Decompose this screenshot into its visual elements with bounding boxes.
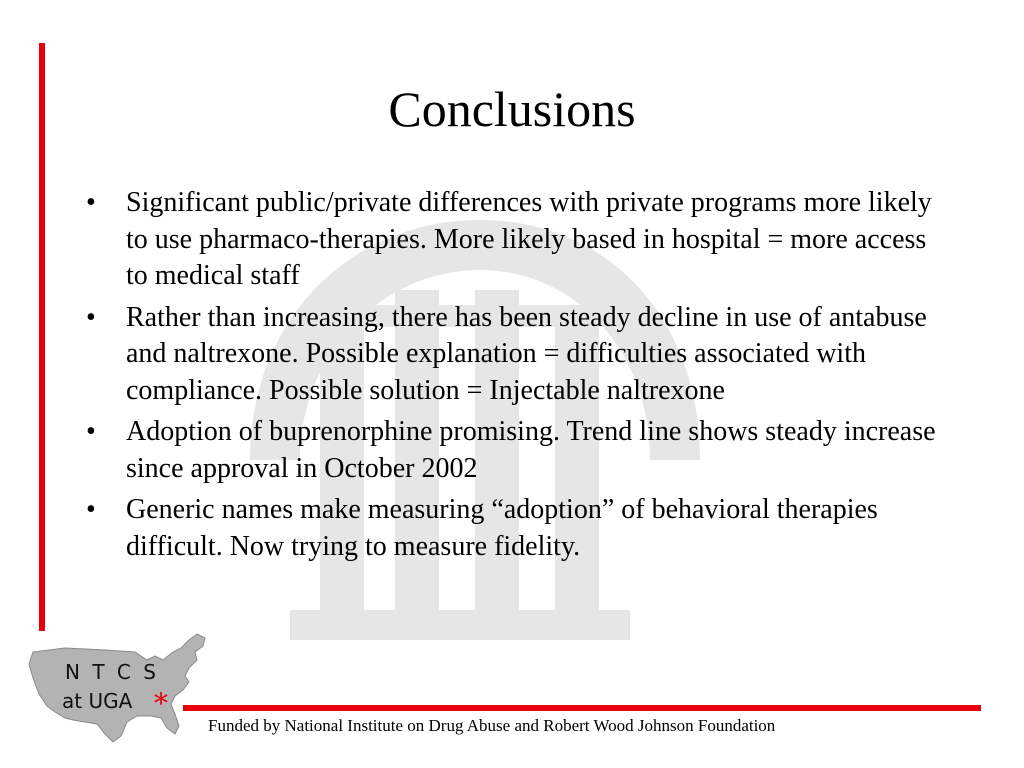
- bullet-marker: •: [86, 301, 96, 333]
- bullet-marker: •: [86, 416, 96, 447]
- bottom-accent-bar: [183, 705, 981, 711]
- bullet-item: [86, 492, 946, 565]
- bullet-item: [86, 185, 946, 295]
- bullet-item: [86, 300, 946, 410]
- logo-line2: at UGA: [62, 689, 133, 713]
- bullet-item: [86, 414, 946, 487]
- bullet-marker: •: [86, 187, 96, 218]
- logo-line1: N T C S: [65, 660, 159, 684]
- footer-funding-text: Funded by National Institute on Drug Abuse and Robert Wood Johnson Foundation: [208, 716, 776, 735]
- bullet-text: Adoption of buprenorphine promising. Trend line shows steady increase since approval in October 2002: [126, 416, 936, 484]
- bullet-text: Significant public/private differences with private programs more likely to use pharmaco-therapies. More likely based in hospital = more access to medical staff: [126, 187, 932, 291]
- bullet-marker: •: [86, 494, 96, 525]
- bullet-list: [86, 185, 946, 570]
- bullet-text: Rather than increasing, there has been steady decline in use of antabuse and naltrexone. Possible explanation = difficulties associated with compliance. Possible solution = Injectable naltrexone: [126, 301, 927, 406]
- slide-title: Conclusions: [388, 81, 636, 137]
- logo-asterisk: *: [154, 687, 168, 720]
- bullet-text: Generic names make measuring “adoption” of behavioral therapies difficult. Now trying to measure fidelity.: [126, 494, 878, 562]
